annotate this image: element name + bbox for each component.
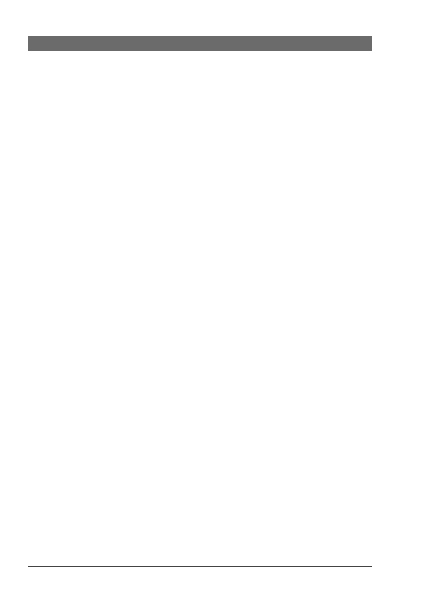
contents-header	[28, 36, 372, 51]
footer-divider	[28, 566, 372, 567]
